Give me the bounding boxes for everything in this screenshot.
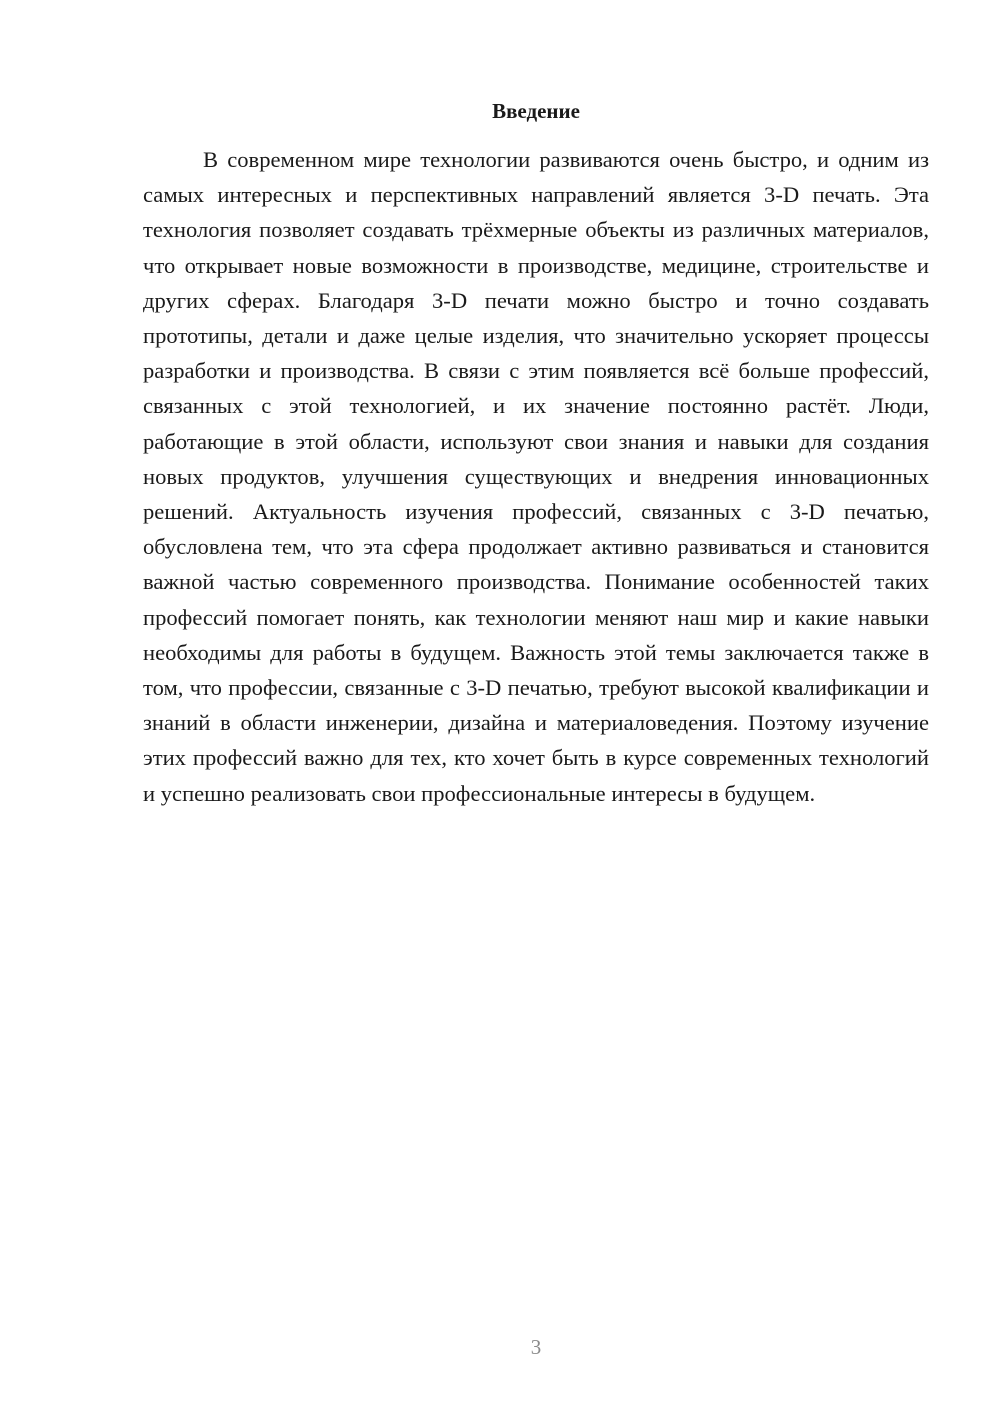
body-paragraph: В современном мире технологии развиваются очень быстро, и одним из самых интересных и перспективных направлений является 3-D печать. Эта технология позволяет создавать трёхмерные объекты из различных материалов, что открывает новые возможности в производстве, медицине, строительстве и других сферах. Благодаря 3-D печати можно быстро и точно создавать прототипы, детали и даже целые изделия, что значительно ускоряет процессы разработки и производства. В связи с этим появляется всё больше профессий, связанных с этой технологией, и их значение постоянно растёт. Люди, работающие в этой области, используют свои знания и навыки для создания новых продуктов, улучшения существующих и внедрения инновационных решений. Актуальность изучения профессий, связанных с 3-D печатью, обусловлена тем, что эта сфера продолжает активно развиваться и становится важной частью современного производства. Понимание особенностей таких профессий помогает понять, как технологии меняют наш мир и какие навыки необходимы для работы в будущем. Важность этой темы заключается также в том, что профессии, связанные с 3-D печатью, требуют высокой квалификации и знаний в области инженерии, дизайна и материаловедения. Поэтому изучение этих профессий важно для тех, кто хочет быть в курсе современных технологий и успешно реализовать свои профессиональные интересы в будущем. (143, 147, 929, 806)
section-heading: Введение (492, 99, 580, 123)
page-number: 3 (530, 1335, 542, 1359)
